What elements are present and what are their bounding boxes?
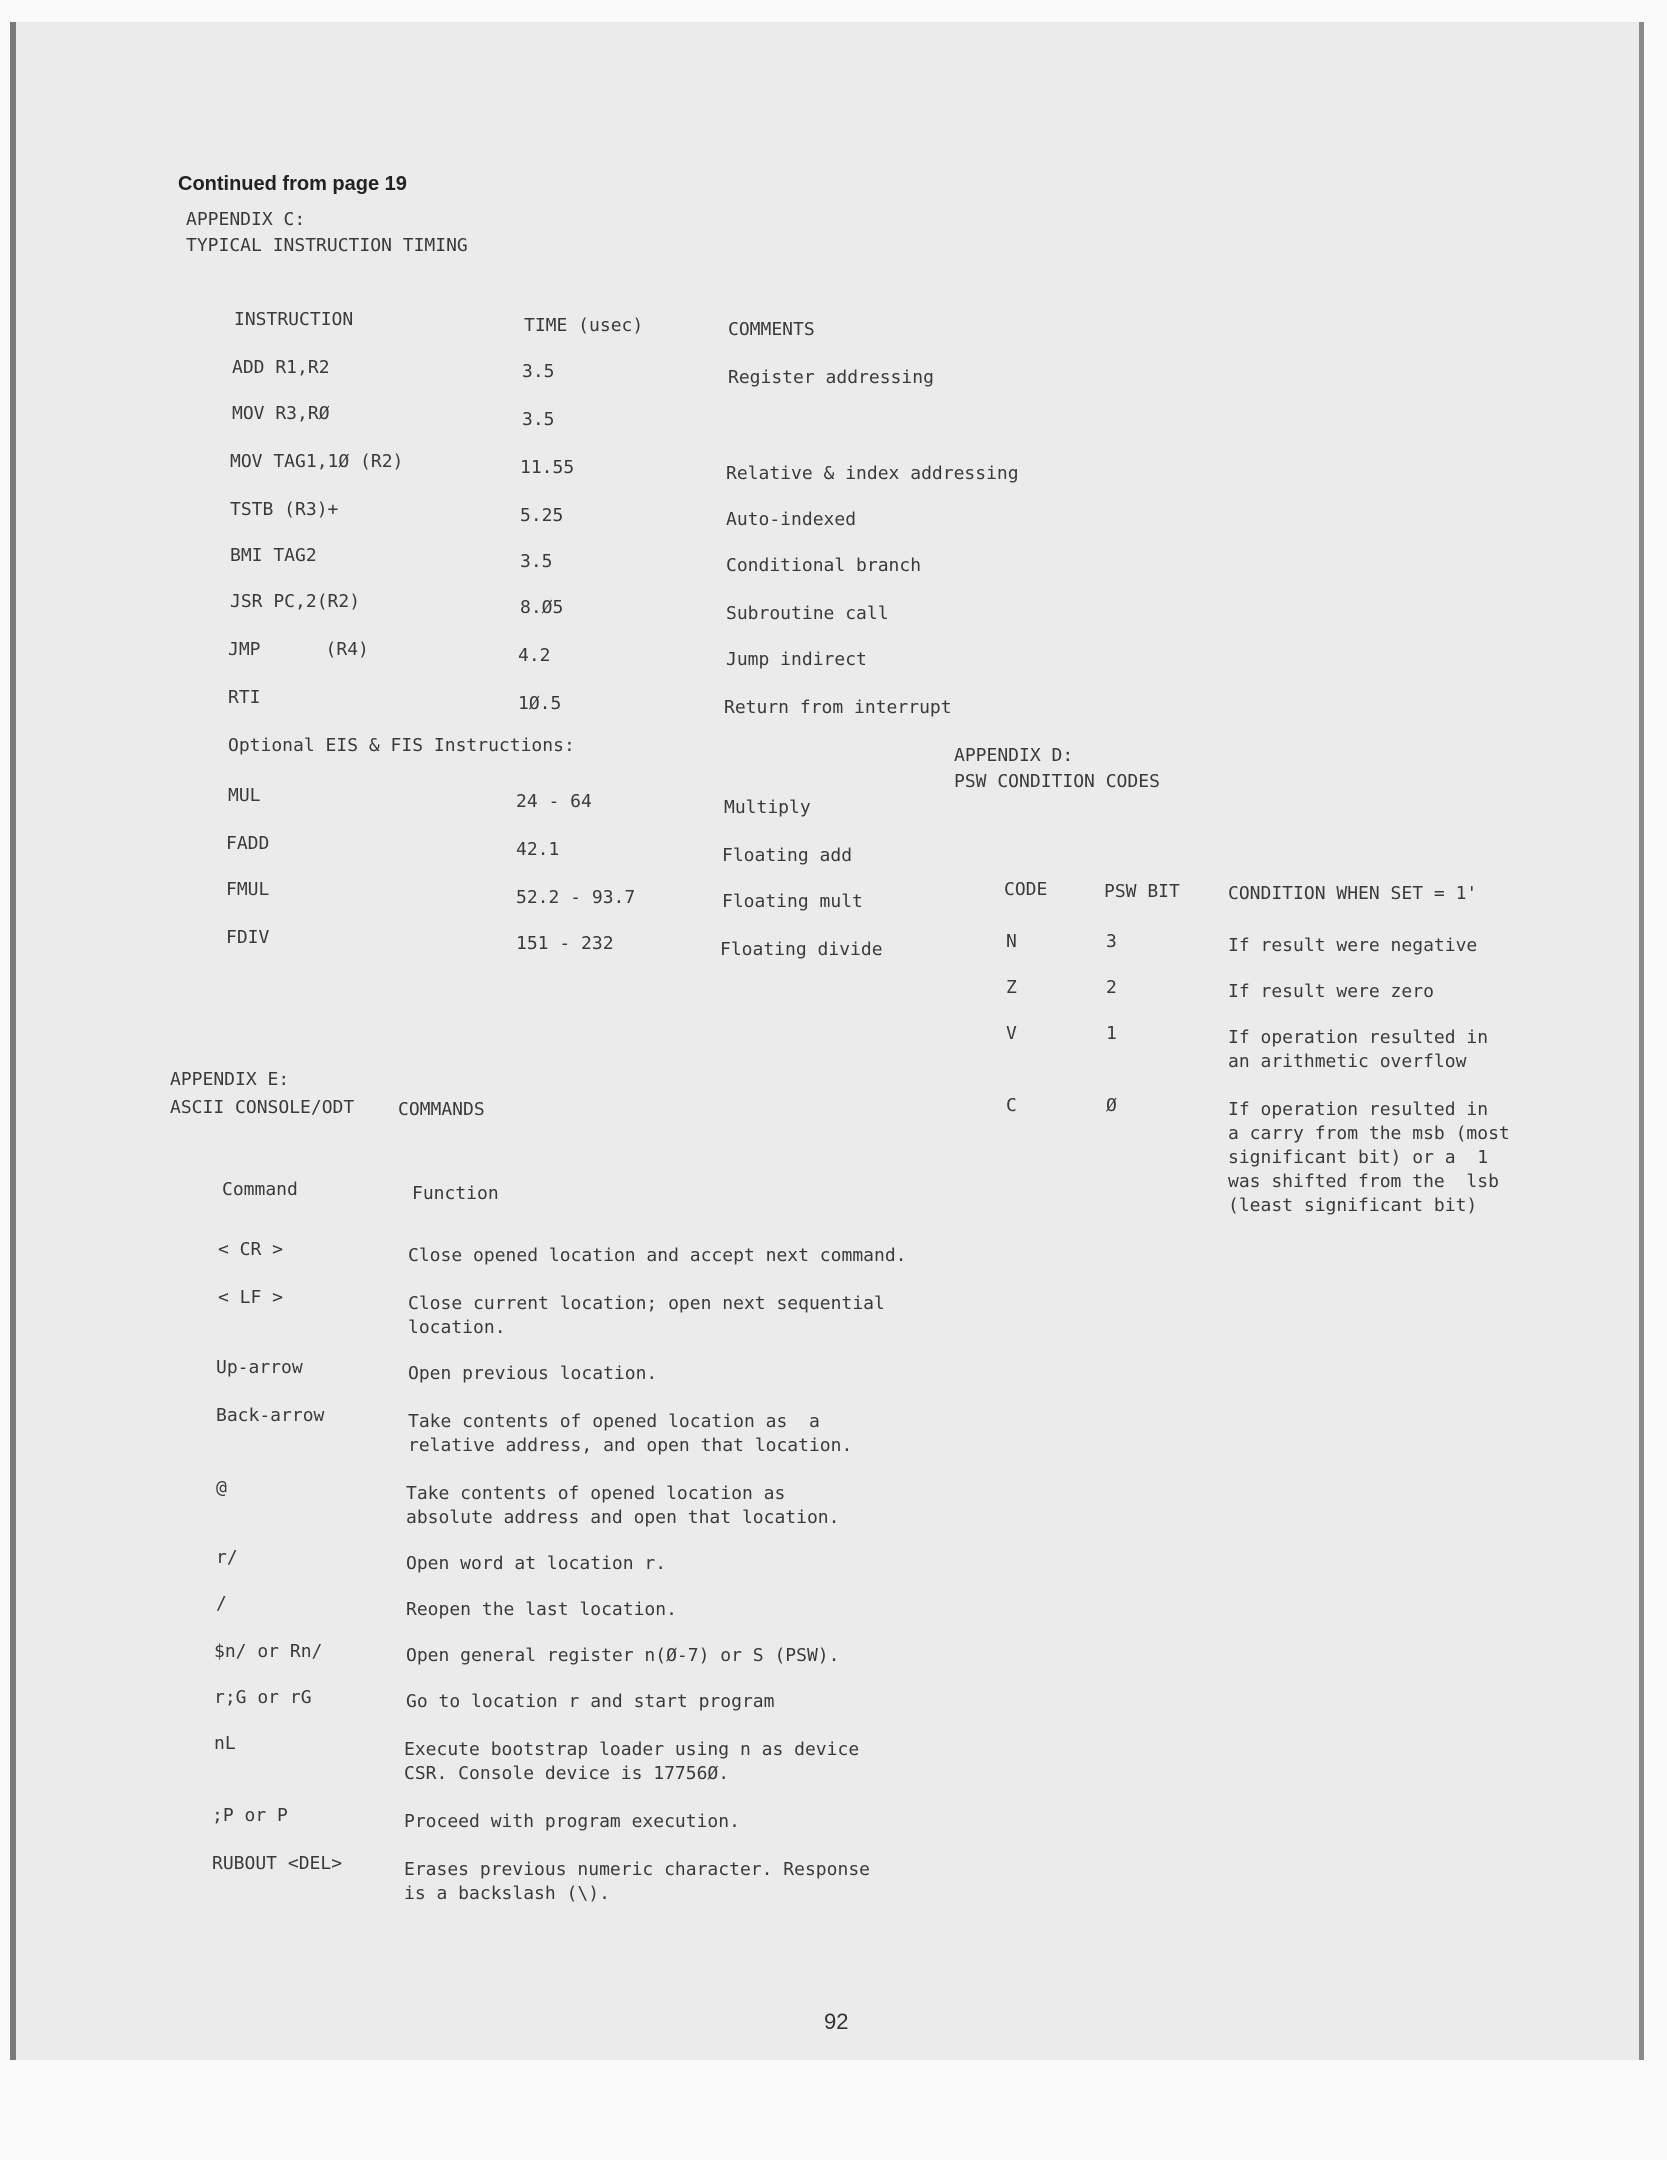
condition-cell: If operation resulted in a carry from the msb (most significant bit) or a 1 was shifted from the lsb (least significant bit)	[1228, 1099, 1510, 1216]
col-condition-header: CONDITION WHEN SET = 1'	[1228, 883, 1478, 904]
command-cell: Back-arrow	[216, 1405, 325, 1426]
code-cell: Z	[1006, 977, 1017, 998]
col-command-header: Command	[222, 1179, 298, 1200]
function-cell: Take contents of opened location as a relative address, and open that location.	[408, 1411, 853, 1456]
appendix-c-subtitle: TYPICAL INSTRUCTION TIMING	[186, 235, 468, 256]
instruction-cell: MUL	[228, 785, 261, 806]
col-time-header: TIME (usec)	[524, 315, 644, 336]
function-cell: Open word at location r.	[406, 1553, 667, 1574]
instruction-cell: RTI	[228, 687, 261, 708]
function-cell: Open previous location.	[408, 1363, 658, 1384]
command-cell: < LF >	[218, 1287, 284, 1308]
comment-cell: Register addressing	[728, 367, 934, 388]
comment-cell: Conditional branch	[726, 555, 922, 576]
appendix-e-subtitle-commands: COMMANDS	[398, 1099, 485, 1120]
col-instruction-header: INSTRUCTION	[234, 309, 354, 330]
function-cell: Erases previous numeric character. Response is a backslash (\).	[404, 1859, 870, 1904]
comment-cell: Return from interrupt	[724, 697, 952, 718]
comment-cell: Multiply	[724, 797, 811, 818]
instruction-cell: JSR PC,2(R2)	[230, 591, 361, 612]
code-cell: V	[1006, 1023, 1017, 1044]
function-cell: Take contents of opened location as absolute address and open that location.	[406, 1483, 840, 1528]
bit-cell: 2	[1106, 977, 1117, 998]
appendix-e-subtitle: ASCII CONSOLE/ODT	[170, 1097, 355, 1118]
command-cell: r/	[216, 1547, 238, 1568]
comment-cell: Floating mult	[722, 891, 863, 912]
bit-cell: Ø	[1106, 1095, 1117, 1116]
condition-cell: If result were negative	[1228, 935, 1478, 956]
time-cell: 8.Ø5	[520, 597, 564, 618]
comment-cell: Subroutine call	[726, 603, 889, 624]
time-cell: 42.1	[516, 839, 560, 860]
time-cell: 52.2 - 93.7	[516, 887, 636, 908]
appendix-d-title: APPENDIX D:	[954, 745, 1074, 766]
instruction-cell: BMI TAG2	[230, 545, 317, 566]
command-cell: < CR >	[218, 1239, 284, 1260]
comment-cell: Floating divide	[720, 939, 883, 960]
scanned-page	[10, 22, 1644, 2060]
appendix-d-subtitle: PSW CONDITION CODES	[954, 771, 1160, 792]
appendix-c-title: APPENDIX C:	[186, 209, 306, 230]
command-cell: ;P or P	[212, 1805, 288, 1826]
page-number: 92	[824, 2009, 849, 2034]
function-cell: Close opened location and accept next command.	[408, 1245, 907, 1266]
function-cell: Close current location; open next sequential location.	[408, 1293, 885, 1338]
function-cell: Open general register n(Ø-7) or S (PSW).	[406, 1645, 840, 1666]
function-cell: Reopen the last location.	[406, 1599, 677, 1620]
command-cell: RUBOUT <DEL>	[212, 1853, 343, 1874]
instruction-cell: ADD R1,R2	[232, 357, 330, 378]
time-cell: 3.5	[522, 361, 555, 382]
command-cell: nL	[214, 1733, 236, 1754]
time-cell: 3.5	[520, 551, 553, 572]
instruction-cell: JMP (R4)	[228, 639, 369, 660]
time-cell: 11.55	[520, 457, 575, 478]
instruction-cell: FDIV	[226, 927, 270, 948]
command-cell: $n/ or Rn/	[214, 1641, 323, 1662]
instruction-cell: FADD	[226, 833, 270, 854]
time-cell: 1Ø.5	[518, 693, 562, 714]
comment-cell: Auto-indexed	[726, 509, 857, 530]
time-cell: 4.2	[518, 645, 551, 666]
function-cell: Go to location r and start program	[406, 1691, 775, 1712]
code-cell: C	[1006, 1095, 1017, 1116]
command-cell: r;G or rG	[214, 1687, 312, 1708]
instruction-cell: FMUL	[226, 879, 270, 900]
col-comments-header: COMMENTS	[728, 319, 815, 340]
bit-cell: 3	[1106, 931, 1117, 952]
time-cell: 151 - 232	[516, 933, 614, 954]
instruction-cell: MOV TAG1,1Ø (R2)	[230, 451, 404, 472]
condition-cell: If result were zero	[1228, 981, 1434, 1002]
time-cell: 5.25	[520, 505, 564, 526]
code-cell: N	[1006, 931, 1017, 952]
col-psw-bit-header: PSW BIT	[1104, 881, 1180, 902]
bit-cell: 1	[1106, 1023, 1117, 1044]
instruction-cell: TSTB (R3)+	[230, 499, 339, 520]
command-cell: Up-arrow	[216, 1357, 303, 1378]
instruction-cell: MOV R3,RØ	[232, 403, 330, 424]
col-code-header: CODE	[1004, 879, 1048, 900]
optional-instructions-label: Optional EIS & FIS Instructions:	[228, 735, 575, 756]
comment-cell: Relative & index addressing	[726, 463, 1019, 484]
time-cell: 3.5	[522, 409, 555, 430]
appendix-e-title: APPENDIX E:	[170, 1069, 290, 1090]
col-function-header: Function	[412, 1183, 499, 1204]
time-cell: 24 - 64	[516, 791, 592, 812]
command-cell: @	[216, 1477, 227, 1498]
condition-cell: If operation resulted in an arithmetic overflow	[1228, 1027, 1489, 1072]
comment-cell: Floating add	[722, 845, 853, 866]
continued-note: Continued from page 19	[178, 173, 407, 195]
command-cell: /	[216, 1593, 227, 1614]
comment-cell: Jump indirect	[726, 649, 867, 670]
function-cell: Proceed with program execution.	[404, 1811, 740, 1832]
function-cell: Execute bootstrap loader using n as device CSR. Console device is 17756Ø.	[404, 1739, 860, 1784]
